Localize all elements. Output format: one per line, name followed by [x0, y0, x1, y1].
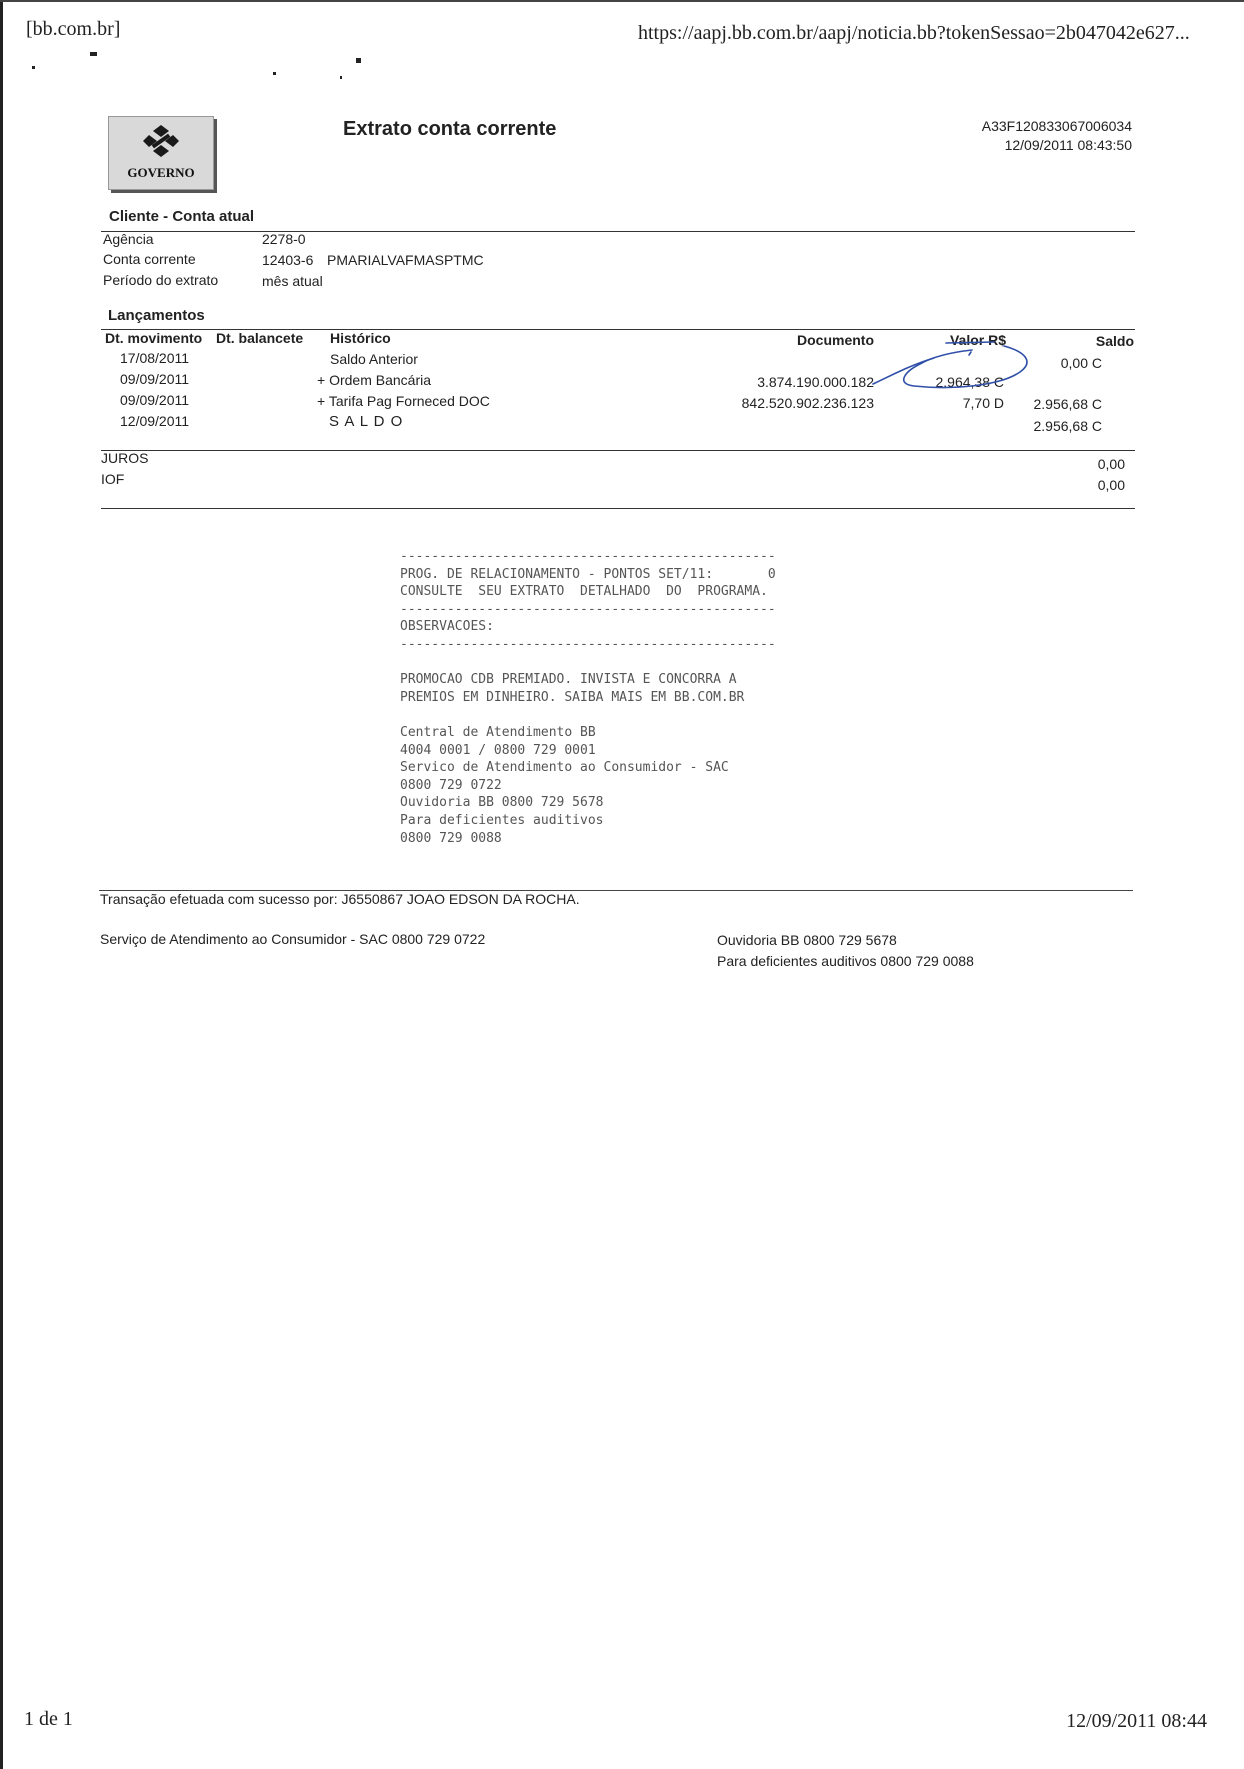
sac-info: Serviço de Atendimento ao Consumidor - SAC 0800 729 0722 [100, 931, 486, 947]
col-dt-movimento: Dt. movimento [105, 330, 203, 346]
juros-label: JUROS [101, 450, 149, 466]
agencia-label: Agência [103, 231, 154, 247]
logo-text: GOVERNO [127, 165, 195, 180]
table-row-date: 09/09/2011 [120, 392, 190, 408]
juros-value: 0,00 [1097, 456, 1125, 472]
notes-dashes: ------------------------------------------------ [400, 636, 776, 652]
deficientes-info: Para deficientes auditivos 0800 729 0088 [717, 953, 974, 969]
periodo-value: mês atual [262, 273, 323, 289]
table-row-saldo: 0,00 C [1060, 355, 1102, 371]
contact-line: Para deficientes auditivos [400, 812, 604, 828]
divider [101, 231, 1135, 232]
table-row-historico: Saldo Anterior [330, 351, 418, 367]
table-row-documento: 842.520.902.236.123 [741, 395, 874, 411]
program-line-2: CONSULTE SEU EXTRATO DETALHADO DO PROGRAMA. [400, 584, 768, 600]
page-title: Extrato conta corrente [343, 118, 557, 140]
col-documento: Documento [797, 332, 874, 348]
conta-value: 12403-6 [262, 252, 314, 268]
table-row-historico: + Tarifa Pag Forneced DOC [317, 393, 490, 409]
program-line-1: PROG. DE RELACIONAMENTO - PONTOS SET/11: 0 [400, 566, 776, 582]
col-valor: Valor R$ [949, 332, 1006, 348]
divider [101, 508, 1135, 509]
bb-logo-icon [139, 123, 183, 163]
table-row-saldo: 2.956,68 C [1033, 418, 1102, 434]
contact-line: 0800 729 0088 [400, 830, 502, 846]
contact-line: 0800 729 0722 [400, 777, 502, 793]
col-dt-balancete: Dt. balancete [216, 330, 304, 346]
document-code: A33F120833067006034 [981, 118, 1132, 134]
periodo-label: Período do extrato [103, 272, 219, 288]
table-row-historico: + Ordem Bancária [317, 372, 431, 388]
page-url: https://aapj.bb.com.br/aapj/noticia.bb?tokenSessao=2b047042e627... [638, 22, 1190, 44]
table-row-saldo: 2.956,68 C [1033, 396, 1102, 412]
table-row-date: 17/08/2011 [120, 350, 190, 366]
conta-label: Conta corrente [103, 251, 196, 267]
table-row-valor: 7,70 D [962, 395, 1004, 411]
divider [101, 450, 1135, 451]
entries-section-title: Lançamentos [108, 307, 205, 324]
table-row-date: 09/09/2011 [120, 371, 190, 387]
contact-line: 4004 0001 / 0800 729 0001 [400, 742, 596, 758]
ouvidoria-info: Ouvidoria BB 0800 729 5678 [717, 932, 897, 948]
conta-holder: PMARIALVAFMASPTMC [327, 252, 484, 268]
notes-dashes: ------------------------------------------------ [400, 601, 776, 617]
promo-line-2: PREMIOS EM DINHEIRO. SAIBA MAIS EM BB.COM.BR [400, 689, 745, 705]
scan-edge-top [0, 0, 1244, 2]
scan-speck [90, 52, 97, 56]
notes-block [400, 548, 840, 847]
col-historico: Histórico [330, 330, 391, 346]
table-row-valor: 2.964,38 C [935, 374, 1004, 390]
table-row-historico: S A L D O [329, 413, 404, 430]
agencia-value: 2278-0 [262, 231, 306, 247]
scan-edge-left [0, 0, 3, 1769]
observacoes-label: OBSERVACOES: [400, 619, 494, 635]
scan-speck [273, 72, 276, 75]
iof-label: IOF [101, 471, 125, 487]
contact-line: Servico de Atendimento ao Consumidor - SAC [400, 760, 729, 776]
page-indicator: 1 de 1 [24, 1708, 73, 1730]
document-timestamp: 12/09/2011 08:43:50 [1004, 137, 1132, 153]
handwritten-ink-mark [868, 328, 1044, 398]
iof-value: 0,00 [1097, 477, 1125, 493]
transaction-info: Transação efetuada com sucesso por: J6550867 JOAO EDSON DA ROCHA. [100, 891, 580, 907]
contact-line: Ouvidoria BB 0800 729 5678 [400, 795, 604, 811]
scan-speck [340, 76, 342, 79]
print-timestamp: 12/09/2011 08:44 [1066, 1710, 1207, 1732]
bb-logo [108, 116, 214, 190]
client-section-title: Cliente - Conta atual [109, 208, 255, 225]
table-row-date: 12/09/2011 [120, 413, 190, 429]
site-label: [bb.com.br] [26, 18, 121, 40]
col-saldo: Saldo [1095, 333, 1134, 349]
notes-dashes: ------------------------------------------------ [400, 549, 776, 564]
scan-speck [356, 58, 361, 63]
contact-line: Central de Atendimento BB [400, 724, 596, 740]
table-row-documento: 3.874.190.000.182 [757, 374, 874, 390]
promo-line-1: PROMOCAO CDB PREMIADO. INVISTA E CONCORRA A [400, 672, 737, 688]
scan-speck [32, 66, 35, 69]
